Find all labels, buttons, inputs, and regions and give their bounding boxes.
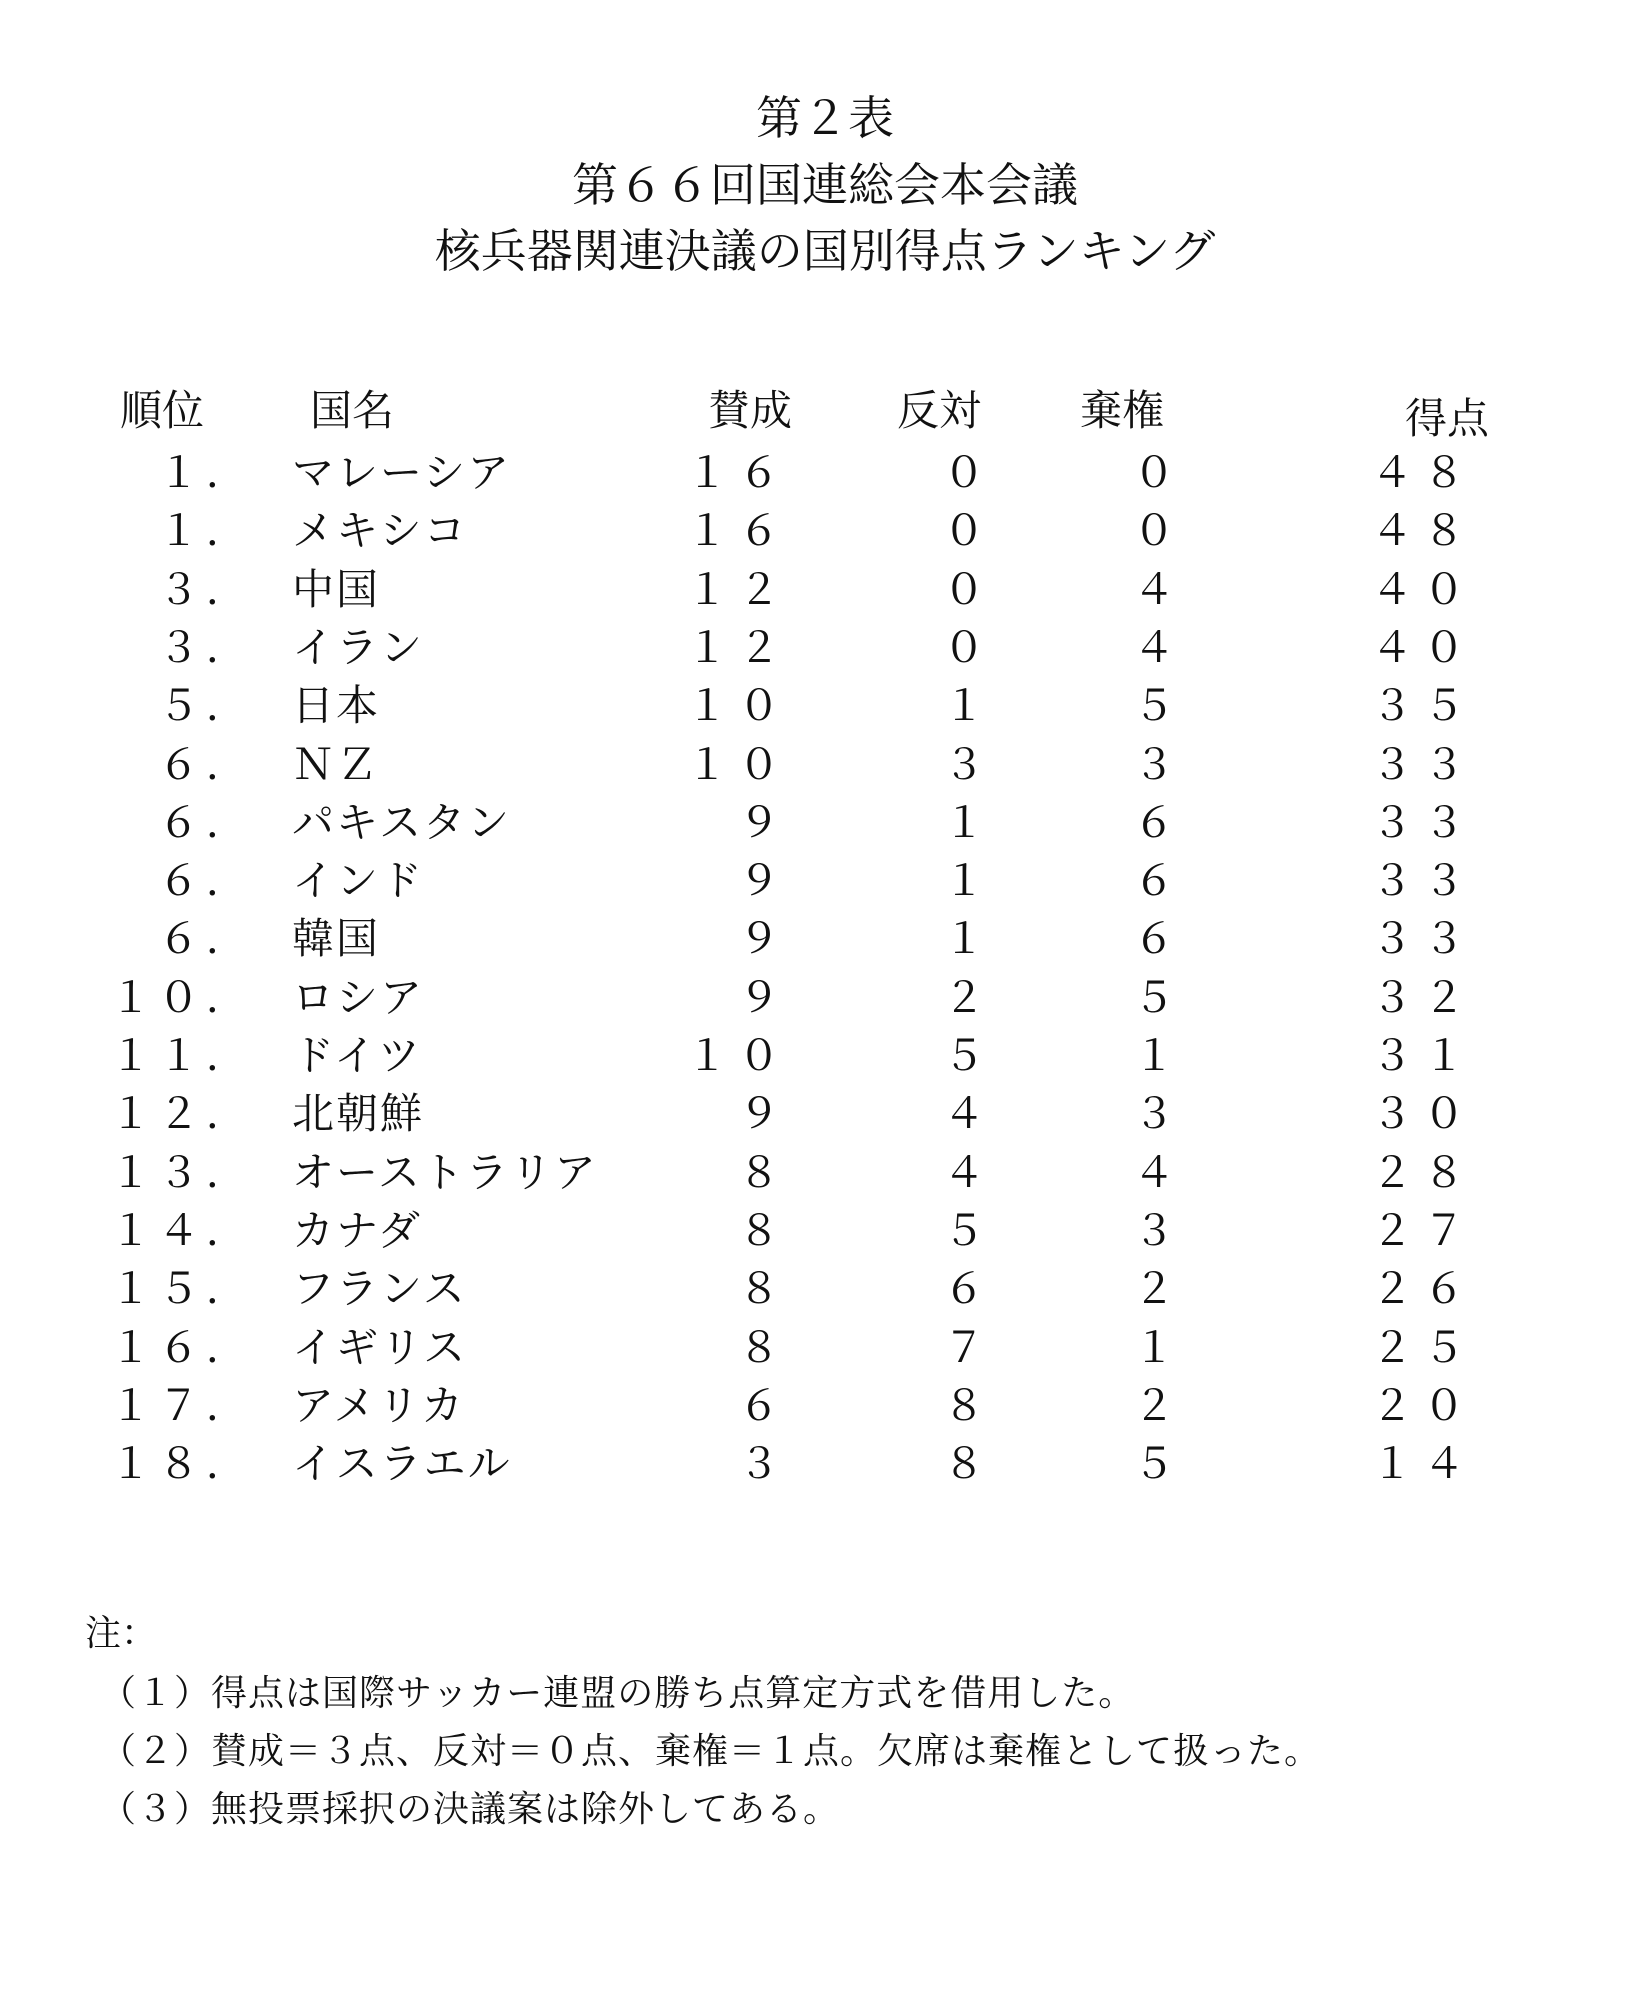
points-cell: ３３ (1370, 856, 1475, 906)
yes-cell: ８ (737, 1147, 790, 1197)
yes-cell: ８ (737, 1322, 790, 1372)
header-rank: 順位 (120, 386, 205, 435)
rank-cell: １０. (109, 972, 225, 1022)
table-row (0, 856, 1650, 918)
no-cell: ３ (942, 739, 985, 789)
rank-cell: １５. (109, 1264, 225, 1314)
points-cell: ４０ (1370, 622, 1475, 672)
rank-cell: １１. (109, 1031, 225, 1080)
abstain-cell: ６ (1132, 856, 1175, 906)
points-cell: ３３ (1370, 797, 1475, 847)
header-points: 得点 (1405, 394, 1490, 443)
yes-cell: ９ (737, 972, 790, 1022)
yes-cell: ８ (737, 1205, 790, 1255)
abstain-cell: ５ (1132, 681, 1175, 731)
points-cell: ４０ (1370, 564, 1475, 614)
no-cell: ５ (942, 1031, 985, 1080)
notes-heading: 注： (85, 1613, 158, 1654)
no-cell: １ (942, 681, 985, 731)
rank-cell: １２. (109, 1089, 225, 1139)
country-cell: パキスタン (292, 797, 512, 847)
table-row (0, 1205, 1650, 1268)
rank-cell: １. (157, 448, 225, 497)
country-cell: 韓国 (292, 914, 381, 964)
table-row (0, 1147, 1650, 1210)
country-cell: イスラエル (292, 1439, 512, 1489)
country-cell: カナダ (292, 1205, 422, 1255)
rank-cell: ５. (157, 681, 225, 731)
header-abstain: 棄権 (1080, 386, 1165, 435)
points-cell: ３３ (1370, 914, 1475, 964)
country-cell: イラン (292, 622, 425, 672)
no-cell: ８ (942, 1380, 985, 1430)
country-cell: アメリカ (292, 1380, 466, 1430)
country-cell: フランス (292, 1264, 467, 1314)
abstain-cell: １ (1132, 1031, 1175, 1080)
country-cell: 中国 (292, 564, 381, 614)
rank-cell: ６. (157, 797, 225, 847)
yes-cell: ９ (737, 856, 790, 906)
abstain-cell: ３ (1132, 1089, 1175, 1139)
no-cell: ０ (942, 506, 985, 556)
points-cell: ３２ (1370, 972, 1475, 1022)
no-cell: ４ (942, 1147, 985, 1197)
yes-cell: ９ (737, 797, 790, 847)
no-cell: ７ (942, 1322, 985, 1372)
table-row (0, 914, 1650, 976)
session-title: 第６６回国連総会本会議 (572, 158, 1078, 212)
no-cell: １ (942, 797, 985, 847)
country-cell: 北朝鮮 (292, 1089, 425, 1139)
abstain-cell: ６ (1132, 914, 1175, 964)
abstain-cell: ０ (1132, 506, 1175, 556)
rank-cell: １８. (109, 1439, 225, 1489)
yes-cell: １６ (685, 506, 790, 556)
table-row (0, 1322, 1650, 1385)
no-cell: ５ (942, 1205, 985, 1255)
country-cell: インド (292, 856, 425, 906)
abstain-cell: ３ (1132, 739, 1175, 789)
country-cell: ドイツ (292, 1031, 422, 1080)
country-cell: ＮＺ (292, 739, 381, 789)
rank-cell: １６. (109, 1322, 225, 1372)
table-row (0, 1439, 1650, 1501)
rank-cell: １７. (109, 1380, 225, 1430)
no-cell: ２ (942, 972, 985, 1022)
no-cell: １ (942, 914, 985, 964)
rank-cell: ６. (157, 914, 225, 964)
abstain-cell: ６ (1132, 797, 1175, 847)
points-cell: ４８ (1370, 506, 1475, 556)
rank-cell: ６. (157, 856, 225, 906)
points-cell: １４ (1370, 1439, 1475, 1489)
country-cell: 日本 (292, 681, 381, 731)
no-cell: ０ (942, 622, 985, 672)
table-row (0, 739, 1650, 802)
rank-cell: １. (157, 506, 225, 556)
points-cell: ２８ (1370, 1147, 1475, 1197)
table-row (0, 448, 1650, 510)
abstain-cell: ２ (1132, 1380, 1175, 1430)
table-row (0, 1380, 1650, 1443)
abstain-cell: ３ (1132, 1205, 1175, 1255)
country-cell: イギリス (292, 1322, 468, 1372)
yes-cell: １６ (685, 448, 790, 497)
yes-cell: １０ (685, 739, 790, 789)
abstain-cell: ０ (1132, 448, 1175, 497)
table-row (0, 506, 1650, 568)
no-cell: ８ (942, 1439, 985, 1489)
points-cell: ３０ (1370, 1089, 1475, 1139)
table-row (0, 681, 1650, 743)
rank-cell: ３. (157, 564, 225, 614)
table-row (0, 1089, 1650, 1151)
abstain-cell: １ (1132, 1322, 1175, 1372)
points-cell: ２７ (1370, 1205, 1475, 1255)
table-row (0, 564, 1650, 627)
yes-cell: ９ (737, 1089, 790, 1139)
table-row (0, 1031, 1650, 1093)
points-cell: ３１ (1370, 1031, 1475, 1080)
table-row (0, 797, 1650, 860)
note-2: （２）賛成＝３点、反対＝０点、棄権＝１点。欠席は棄権として扱った。 (100, 1731, 1322, 1772)
ranking-title: 核兵器関連決議の国別得点ランキング (434, 224, 1216, 278)
country-cell: ロシア (292, 972, 425, 1022)
yes-cell: ６ (737, 1380, 790, 1430)
yes-cell: １０ (685, 1031, 790, 1080)
abstain-cell: ４ (1132, 622, 1175, 672)
yes-cell: １２ (685, 622, 790, 672)
country-cell: メキシコ (292, 506, 468, 556)
points-cell: ２６ (1370, 1264, 1475, 1314)
rank-cell: １３. (109, 1147, 225, 1197)
no-cell: １ (942, 856, 985, 906)
yes-cell: ９ (737, 914, 790, 964)
abstain-cell: ５ (1132, 1439, 1175, 1489)
abstain-cell: ５ (1132, 972, 1175, 1022)
rank-cell: ６. (157, 739, 225, 789)
header-country: 国名 (310, 386, 395, 435)
table-row (0, 972, 1650, 1035)
country-cell: オーストラリア (292, 1147, 598, 1197)
yes-cell: １０ (685, 681, 790, 731)
table-row (0, 1264, 1650, 1326)
country-cell: マレーシア (292, 448, 512, 497)
rank-cell: １４. (109, 1205, 225, 1255)
yes-cell: ３ (737, 1439, 790, 1489)
points-cell: ３３ (1370, 739, 1475, 789)
header-no: 反対 (897, 386, 982, 435)
note-1: （１）得点は国際サッカー連盟の勝ち点算定方式を借用した。 (100, 1673, 1136, 1714)
table-row (0, 622, 1650, 685)
note-3: （３）無投票採択の決議案は除外してある。 (100, 1789, 841, 1830)
points-cell: ３５ (1370, 681, 1475, 731)
points-cell: ２５ (1370, 1322, 1475, 1372)
points-cell: ２０ (1370, 1380, 1475, 1430)
abstain-cell: ２ (1132, 1264, 1175, 1314)
yes-cell: ８ (737, 1264, 790, 1314)
points-cell: ４８ (1370, 448, 1475, 497)
no-cell: ４ (942, 1089, 985, 1139)
no-cell: ６ (942, 1264, 985, 1314)
no-cell: ０ (942, 448, 985, 497)
no-cell: ０ (942, 564, 985, 614)
abstain-cell: ４ (1132, 564, 1175, 614)
header-yes: 賛成 (708, 386, 793, 435)
table-number: 第２表 (756, 91, 894, 145)
rank-cell: ３. (157, 622, 225, 672)
abstain-cell: ４ (1132, 1147, 1175, 1197)
yes-cell: １２ (685, 564, 790, 614)
